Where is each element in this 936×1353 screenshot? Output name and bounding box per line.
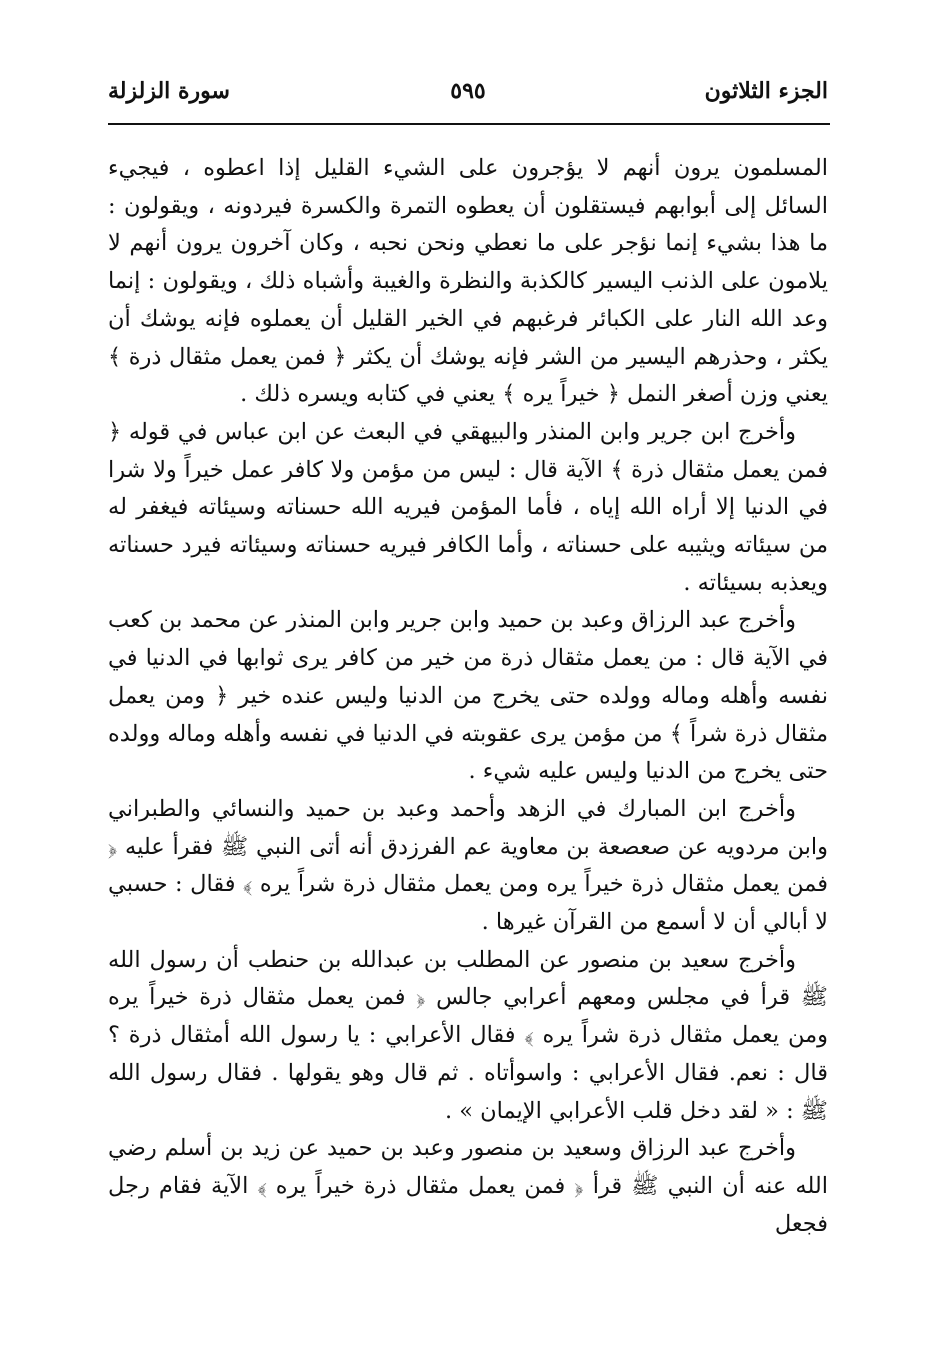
body-text: [108, 150, 828, 1270]
page-number: ٥٩٥: [450, 78, 486, 104]
paragraph-6: وأخرج عبد الرزاق وسعيد بن منصور وعبد بن حميد عن زيد بن أسلم رضي الله عنه أن النبي ﷺ قرأ ﴿ فمن يعمل مثقال ذرة خيراً يره ﴾ الآية فقام رجل فجعل: [108, 1135, 828, 1237]
paragraph-4: وأخرج ابن المبارك في الزهد وأحمد وعبد بن حميد والنسائي والطبراني وابن مردويه عن صعصعة بن معاوية عم الفرزدق أنه أتى النبي ﷺ فقرأ عليه ﴿ فمن يعمل مثقال ذرة خيراً يره ومن يعمل مثقال ذرة شراً يره ﴾ فقال : حسبي لا أبالي أن لا أسمع من القرآن غيرها .: [108, 795, 828, 936]
part-title: الجزء الثلاثون: [704, 78, 828, 104]
paragraph-1: المسلمون يرون أنهم لا يؤجرون على الشيء القليل إذا اعطوه ، فيجيء السائل إلى أبوابهم فيستقلون أن يعطوه التمرة والكسرة فيردونه ، ويقولون : ما هذا بشيء إنما نؤجر على ما نعطي ونحن نحبه ، وكان آخرون يرون أنهم لا يلامون على الذنب اليسير كالكذبة والنظرة والغيبة وأشباه ذلك ، ويقولون : إنما وعد الله النار على الكبائر فرغبهم في الخير القليل أن يعملوه فإنه يوشك أن يكثر ، وحذرهم اليسير من الشر فإنه يوشك أن يكثر ﴿ فمن يعمل مثقال ذرة ﴾ يعني وزن أصغر النمل ﴿ خيراً يره ﴾ يعني في كتابه ويسره ذلك .: [108, 155, 828, 408]
header-rule: [108, 123, 830, 125]
surah-title: سورة الزلزلة: [108, 78, 230, 104]
paragraph-3: وأخرج عبد الرزاق وعبد بن حميد وابن جرير وابن المنذر عن محمد بن كعب في الآية قال : من يعمل مثقال ذرة من خير من كافر يرى ثوابها في الدنيا في نفسه وأهله وماله وولده حتى يخرج من الدنيا وليس عنده خير ﴿ ومن يعمل مثقال ذرة شراً ﴾ من مؤمن يرى عقوبته في الدنيا في نفسه وأهله وماله وولده حتى يخرج من الدنيا وليس عليه شيء .: [108, 607, 828, 785]
running-header: [108, 72, 828, 120]
paragraph-2: وأخرج ابن جرير وابن المنذر والبيهقي في البعث عن ابن عباس في قوله ﴿ فمن يعمل مثقال ذرة ﴾ الآية قال : ليس من مؤمن ولا كافر عمل خيراً ولا شرا في الدنيا إلا أراه الله إياه ، فأما المؤمن فيريه الله حسناته وسيئاته فيغفر له من سيئاته ويثيبه على حسناته ، وأما الكافر فيريه حسناته وسيئاته فيرد حسناته ويعذبه بسيئاته .: [108, 418, 828, 596]
paragraph-5: وأخرج سعيد بن منصور عن المطلب بن عبدالله بن حنطب أن رسول الله ﷺ قرأ في مجلس ومعهم أعرابي جالس ﴿ فمن يعمل مثقال ذرة خيراً يره ومن يعمل مثقال ذرة شراً يره ﴾ فقال الأعرابي : يا رسول الله أمثقال ذرة ؟ قال : نعم. فقال الأعرابي : واسوأتاه . ثم قال وهو يقولها . فقال رسول الله ﷺ : « لقد دخل قلب الأعرابي الإيمان » .: [108, 946, 828, 1124]
